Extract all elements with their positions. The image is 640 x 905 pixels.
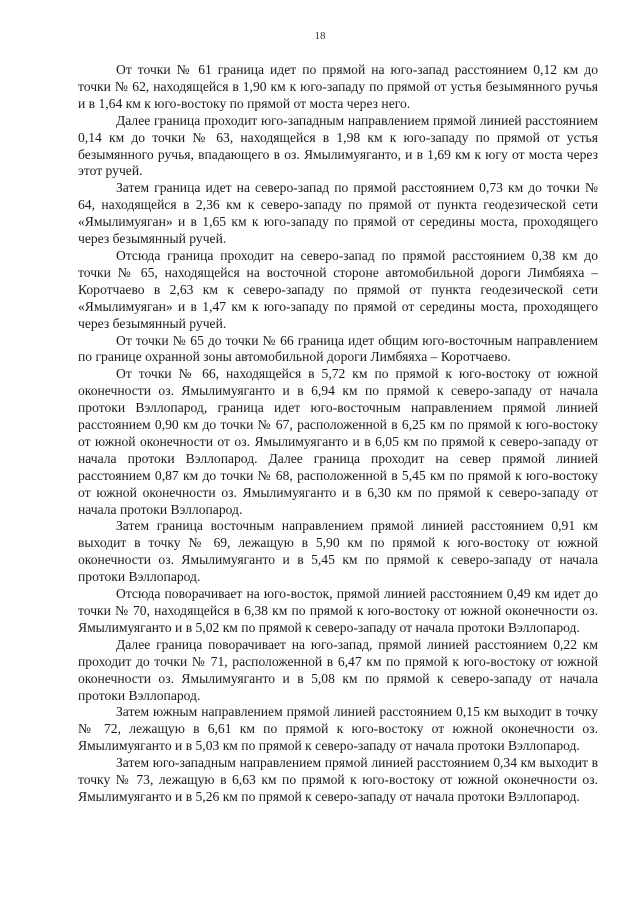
paragraph-point-65: От точки № 65 до точки № 66 граница идет общим юго-восточным направлением по границе охранной зоны автомобильной дороги Лимбяяха – Коротчаево. [78,332,598,365]
paragraph-point-69: Отсюда поворачивает на юго-восток, прямой линией расстоянием 0,49 км идет до точки № 70, находящейся в 6,38 км по прямой к юго-востоку от южной оконечности оз. Ямылимуяганто и в 5,02 км по прямой к северо-западу от начала протоки Вэллопарод. [78,586,598,635]
paragraph-point-66: От точки № 66, находящейся в 5,72 км по прямой к юго-востоку от южной оконечности оз. Ямылимуяганто и в 6,94 км по прямой к северо-западу от начала протоки Вэллопарод, граница идет юго-восточным направлением прямой линией расстоянием 0,90 км до точки № 67, расположенной в 6,25 км по прямой к юго-востоку от южной оконечности от оз. Ямылимуяганто и в 6,05 км по прямой к северо-западу от начала протоки Вэллопарод. Далее граница проходит на север прямой линией расстоянием 0,87 км до точки № 68, расположенной в 5,45 км по прямой к юго-востоку от южной оконечности оз. Ямылимуяганто и в 6,30 км по прямой к северо-западу от начала протоки Вэллопарод. [78,366,598,517]
paragraph-point-64: Отсюда граница проходит на северо-запад по прямой расстоянием 0,38 км до точки № 65, находящейся на восточной стороне автомобильной дороги Лимбяяха – Коротчаево в 2,63 км к северо-западу по прямой от пункта геодезической сети «Ямылимуяган» и в 1,47 км к юго-западу по прямой от середины моста, проходящего через безымянный ручей. [78,247,598,331]
paragraph-point-70: Далее граница поворачивает на юго-запад, прямой линией расстоянием 0,22 км проходит до точки № 71, расположенной в 6,47 км по прямой к юго-востоку от южной оконечности оз. Ямылимуяганто и в 5,08 км по прямой к северо-западу от начала протоки Вэллопарод. [78,636,598,703]
paragraph-point-62: Далее граница проходит юго-западным направлением прямой линией расстоянием 0,14 км до точки № 63, находящейся в 1,98 км к юго-западу по прямой от устья безымянного ручья, впадающего в оз. Ямылимуяганто, и в 1,69 км к югу от моста через этот ручей. [78,112,598,179]
paragraph-point-61: От точки № 61 граница идет по прямой на юго-запад расстоянием 0,12 км до точки № 62, находящейся в 1,90 км к юго-западу по прямой от устья безымянного ручья и в 1,64 км к юго-востоку по прямой от моста через него. [78,62,598,111]
paragraph-point-72: Затем юго-западным направлением прямой линией расстоянием 0,34 км выходит в точку № 73, лежащую в 6,63 км по прямой к юго-востоку от южной оконечности оз. Ямылимуяганто и в 5,26 км по прямой к северо-западу от начала протоки Вэллопарод. [78,755,598,804]
paragraph-point-63: Затем граница идет на северо-запад по прямой расстоянием 0,73 км до точки № 64, находящейся в 2,36 км к северо-западу по прямой от пункта геодезической сети «Ямылимуяган» и в 1,65 км к юго-западу по прямой от середины моста, проходящего через безымянный ручей. [78,180,598,247]
paragraph-point-71: Затем южным направлением прямой линией расстоянием 0,15 км выходит в точку № 72, лежащую в 6,61 км по прямой к юго-востоку от южной оконечности оз. Ямылимуяганто и в 5,03 км по прямой к северо-западу от начала протоки Вэллопарод. [78,704,598,754]
paragraph-point-68: Затем граница восточным направлением прямой линией расстоянием 0,91 км выходит в точку № 69, лежащую в 5,90 км по прямой к юго-востоку от южной оконечности оз. Ямылимуяганто и в 5,45 км по прямой к северо-западу от начала протоки Вэллопарод. [78,518,598,585]
page-number: 18 [314,30,326,42]
body-text [78,62,598,806]
